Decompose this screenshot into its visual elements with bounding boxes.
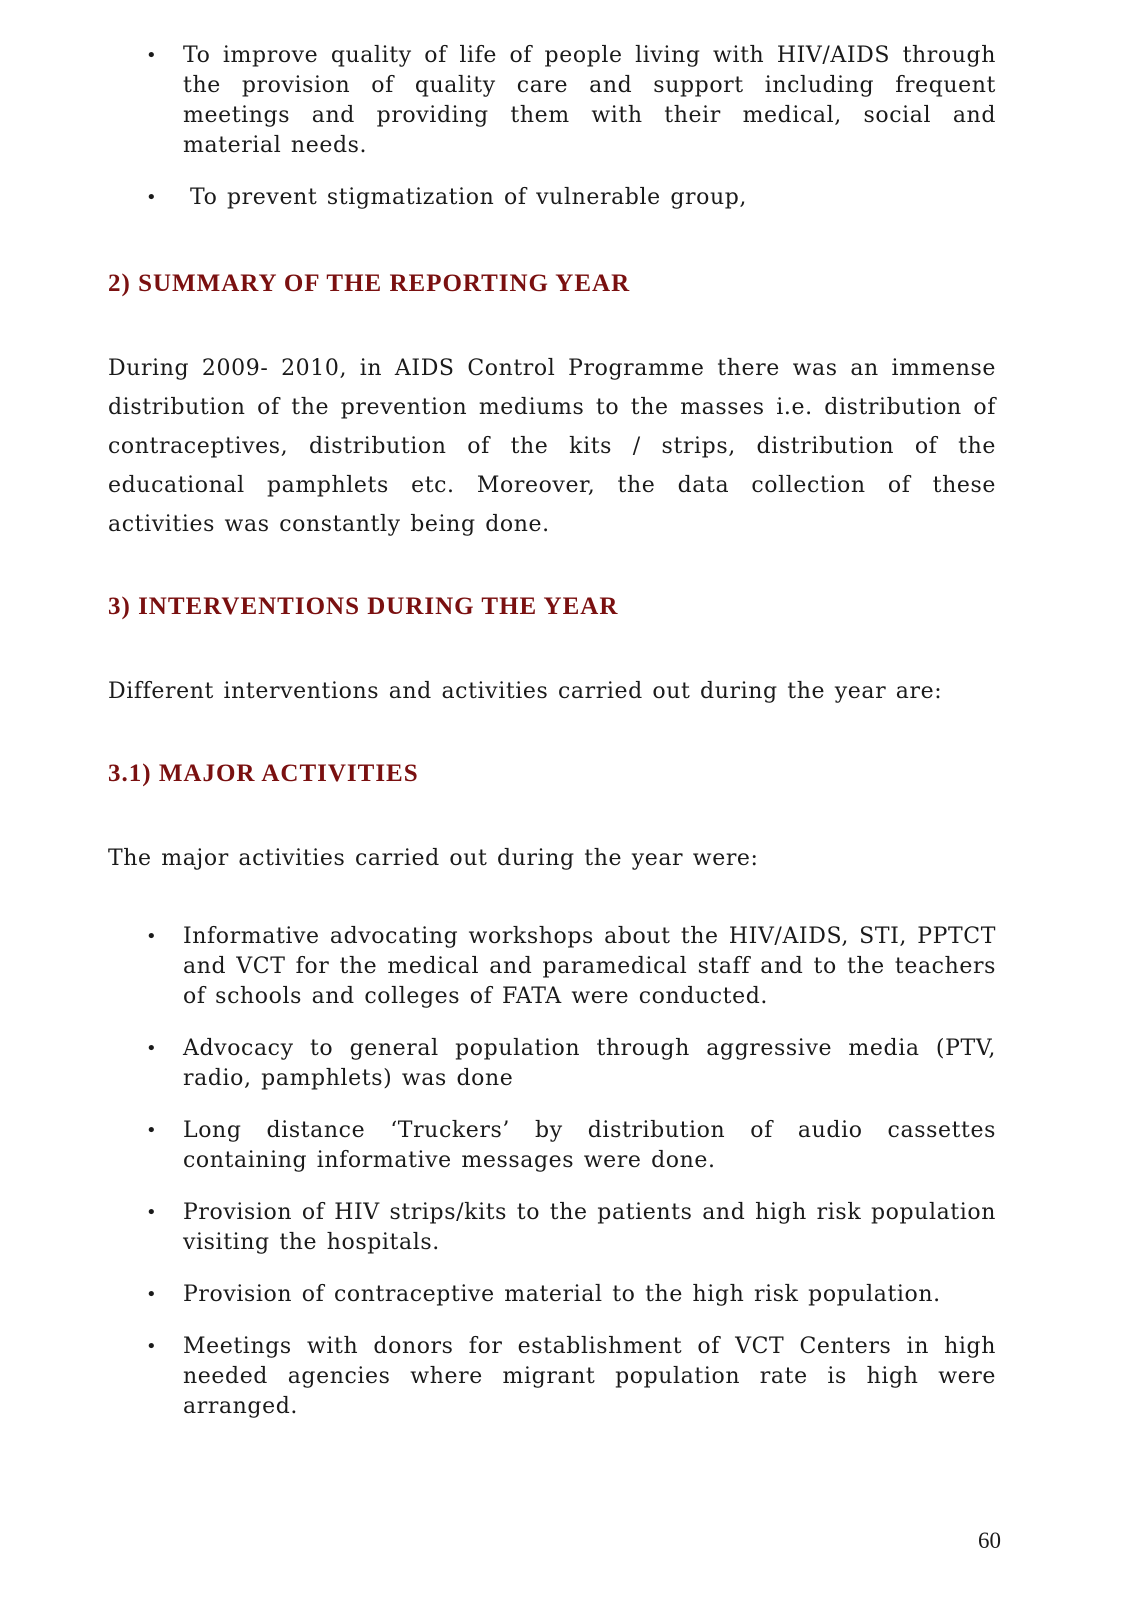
- list-item: [146, 922, 996, 1012]
- list-item: [146, 1198, 996, 1258]
- summary-paragraph: During 2009- 2010, in AIDS Control Programme there was an immense distribution of the prevention mediums to the masses i.e. distribution of contraceptives, distribution of the kits / strips, distribution of the educational pamphlets etc. Moreover, the data collection of these activities was constantly being done.: [108, 356, 996, 537]
- bullet-icon: •: [146, 1336, 158, 1357]
- major-activities-list: [146, 922, 996, 1444]
- bullet-text: Advocacy to general population through aggressive media (PTV, radio, pamphlets) was done: [183, 1036, 996, 1091]
- bullet-text: Provision of contraceptive material to the high risk population.: [183, 1282, 941, 1307]
- bullet-icon: •: [146, 1202, 158, 1223]
- section-heading-major-activities: 3.1) MAJOR ACTIVITIES: [108, 760, 419, 787]
- bullet-icon: •: [146, 1120, 158, 1141]
- top-bullet-list: [146, 41, 996, 235]
- page-number: 60: [978, 1528, 1001, 1553]
- list-item: [146, 183, 996, 213]
- bullet-text: To prevent stigmatization of vulnerable group,: [190, 185, 748, 210]
- bullet-text: To improve quality of life of people living with HIV/AIDS through the provision of quality care and support including frequent meetings and providing them with their medical, social and material needs.: [183, 43, 996, 158]
- bullet-icon: •: [146, 1284, 158, 1305]
- bullet-text: Informative advocating workshops about the HIV/AIDS, STI, PPTCT and VCT for the medical and paramedical staff and to the teachers of schools and colleges of FATA were conducted.: [183, 924, 996, 1009]
- list-item: [146, 41, 996, 161]
- bullet-icon: •: [146, 45, 158, 66]
- bullet-icon: •: [146, 187, 158, 208]
- list-item: [146, 1332, 996, 1422]
- section-heading-interventions: 3) INTERVENTIONS DURING THE YEAR: [108, 593, 619, 620]
- major-activities-intro: The major activities carried out during the year were:: [108, 846, 759, 871]
- list-item: [146, 1116, 996, 1176]
- bullet-text: Meetings with donors for establishment of VCT Centers in high needed agencies where migrant population rate is high were arranged.: [183, 1334, 996, 1419]
- section-heading-summary: 2) SUMMARY OF THE REPORTING YEAR: [108, 270, 631, 297]
- list-item: [146, 1034, 996, 1094]
- bullet-text: Provision of HIV strips/kits to the patients and high risk population visiting the hospitals.: [183, 1200, 996, 1255]
- bullet-text: Long distance ‘Truckers’ by distribution of audio cassettes containing informative messages were done.: [183, 1118, 996, 1173]
- interventions-paragraph: Different interventions and activities carried out during the year are:: [108, 679, 943, 704]
- list-item: [146, 1280, 996, 1310]
- bullet-icon: •: [146, 1038, 158, 1059]
- bullet-icon: •: [146, 926, 158, 947]
